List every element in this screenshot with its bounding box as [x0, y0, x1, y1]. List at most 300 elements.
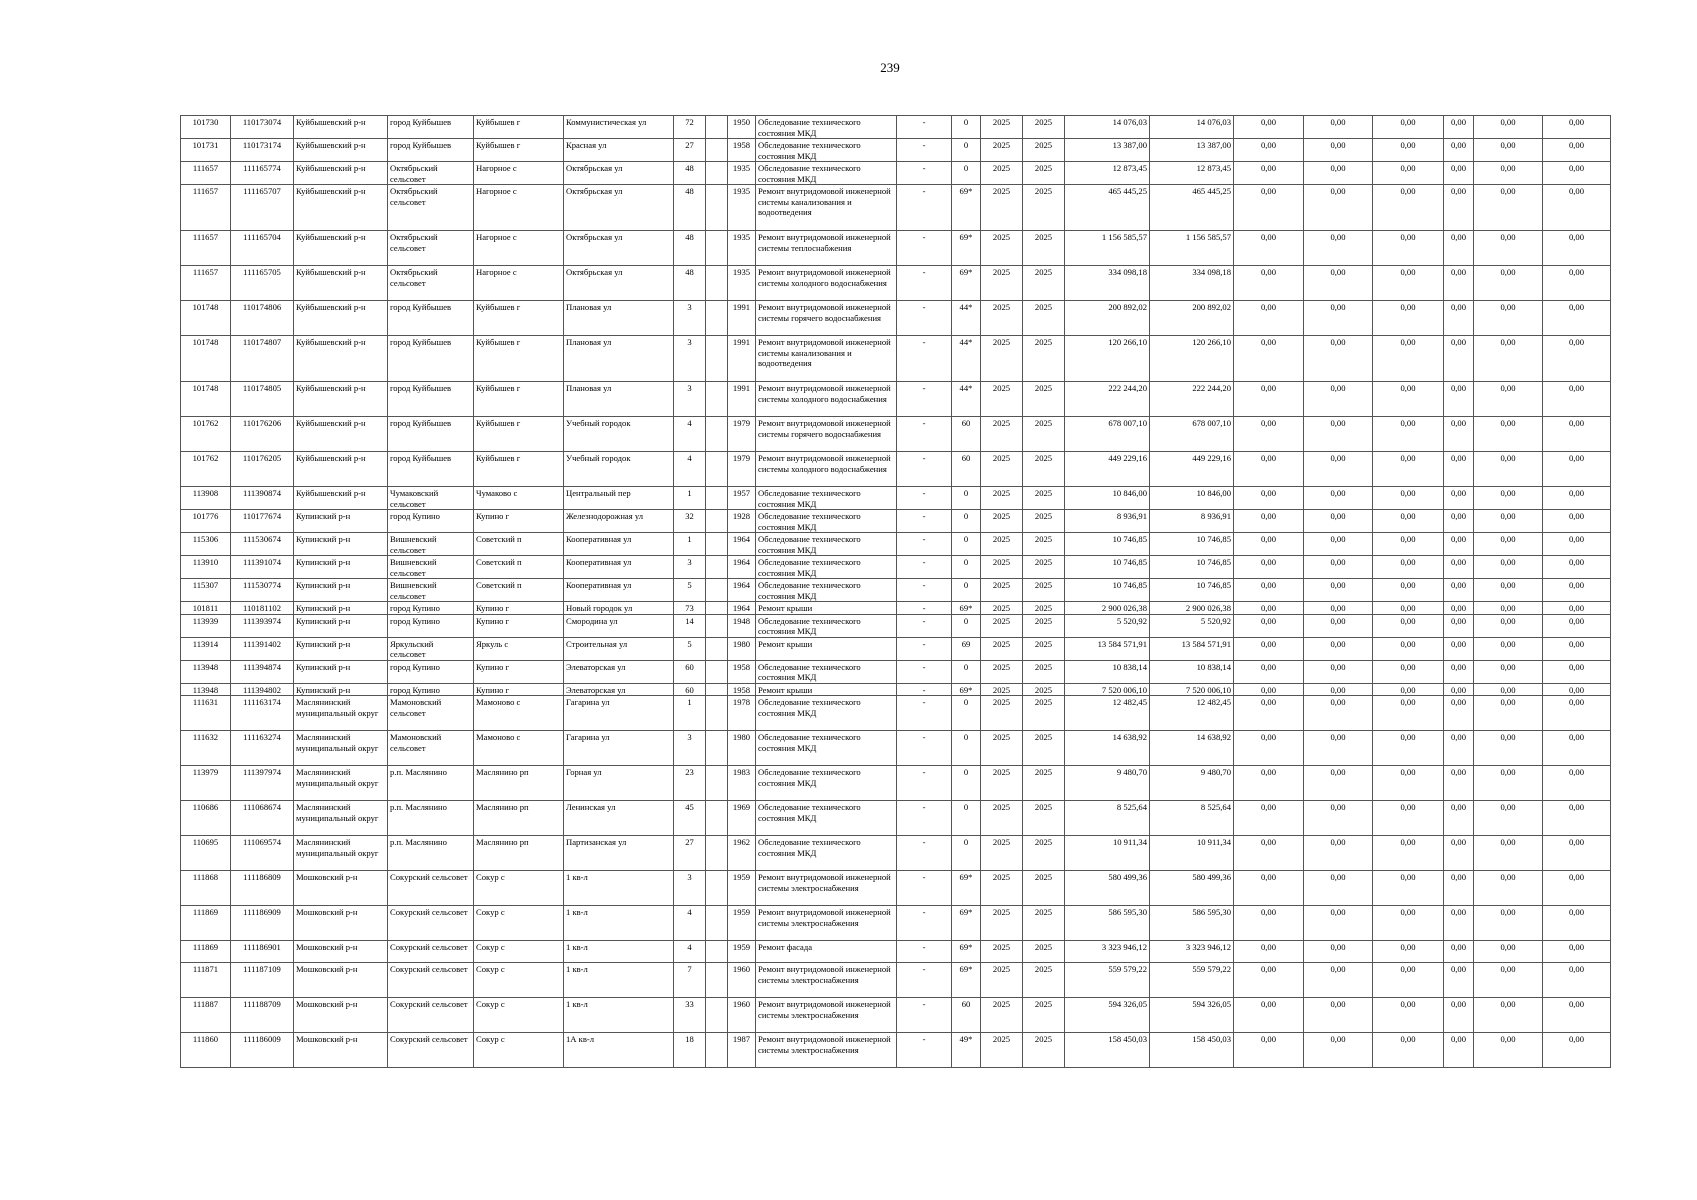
cell-district: Купинский р-н [294, 614, 388, 637]
cell-house-number: 1 [674, 696, 706, 731]
cell-street: 1 кв-л [564, 906, 674, 941]
cell-wear-percent: 44* [952, 382, 981, 417]
cell-building [706, 116, 728, 139]
cell-budget-regional: 0,00 [1304, 556, 1373, 579]
cell-other-funds: 0,00 [1474, 660, 1543, 683]
cell-work-type: Обследование технического состояния МКД [756, 533, 897, 556]
cell-work-id: 111165774 [231, 162, 294, 185]
cell-fund-cost: 3 323 946,12 [1150, 941, 1234, 963]
cell-year-built: 1935 [728, 162, 756, 185]
cell-municipality: р.п. Маслянино [388, 836, 474, 871]
cell-building [706, 660, 728, 683]
cell-budget-federal: 0,00 [1234, 185, 1304, 231]
cell-other-funds: 0,00 [1474, 871, 1543, 906]
cell-budget-local: 0,00 [1373, 766, 1444, 801]
cell-year-start: 2025 [981, 185, 1023, 231]
cell-street: 1А кв-л [564, 1033, 674, 1068]
cell-reserve: 0,00 [1543, 301, 1611, 336]
cell-budget-local: 0,00 [1373, 556, 1444, 579]
cell-other-funds: 0,00 [1474, 963, 1543, 998]
cell-year-end: 2025 [1023, 266, 1065, 301]
cell-budget-federal: 0,00 [1234, 533, 1304, 556]
cell-empty: - [897, 696, 952, 731]
cell-fund-cost: 465 445,25 [1150, 185, 1234, 231]
cell-wear-percent: 44* [952, 336, 981, 382]
cell-house-id: 113910 [181, 556, 231, 579]
cell-wear-percent: 69* [952, 963, 981, 998]
cell-year-start: 2025 [981, 382, 1023, 417]
cell-total-cost: 12 873,45 [1065, 162, 1150, 185]
cell-budget-regional: 0,00 [1304, 487, 1373, 510]
cell-house-number: 60 [674, 683, 706, 696]
cell-other-funds: 0,00 [1474, 487, 1543, 510]
cell-locality: Сокур с [474, 1033, 564, 1068]
cell-year-start: 2025 [981, 696, 1023, 731]
cell-total-cost: 13 584 571,91 [1065, 637, 1150, 660]
cell-street: Учебный городок [564, 417, 674, 452]
cell-year-end: 2025 [1023, 660, 1065, 683]
cell-budget-federal: 0,00 [1234, 660, 1304, 683]
cell-budget-regional: 0,00 [1304, 533, 1373, 556]
cell-locality: Маслянино рп [474, 766, 564, 801]
cell-budget-federal: 0,00 [1234, 116, 1304, 139]
cell-total-cost: 1 156 585,57 [1065, 231, 1150, 266]
cell-street: Октябрьская ул [564, 266, 674, 301]
table-row [181, 301, 1611, 336]
cell-house-id: 101762 [181, 417, 231, 452]
cell-district: Куйбышевский р-н [294, 139, 388, 162]
cell-district: Куйбышевский р-н [294, 382, 388, 417]
cell-building [706, 1033, 728, 1068]
cell-house-number: 72 [674, 116, 706, 139]
cell-reserve: 0,00 [1543, 579, 1611, 602]
cell-work-type: Ремонт крыши [756, 602, 897, 615]
cell-fund-cost: 9 480,70 [1150, 766, 1234, 801]
cell-house-number: 5 [674, 579, 706, 602]
cell-work-type: Обследование технического состояния МКД [756, 731, 897, 766]
cell-other-funds: 0,00 [1474, 336, 1543, 382]
cell-district: Купинский р-н [294, 683, 388, 696]
cell-wear-percent: 69* [952, 266, 981, 301]
table-row [181, 116, 1611, 139]
cell-reserve: 0,00 [1543, 417, 1611, 452]
cell-total-cost: 334 098,18 [1065, 266, 1150, 301]
cell-budget-federal: 0,00 [1234, 510, 1304, 533]
table-row [181, 614, 1611, 637]
cell-building [706, 941, 728, 963]
cell-budget-federal: 0,00 [1234, 696, 1304, 731]
cell-district: Маслянинский муниципальный округ [294, 731, 388, 766]
cell-year-built: 1960 [728, 998, 756, 1033]
cell-municipality: город Купино [388, 683, 474, 696]
cell-municipality: Чумаковский сельсовет [388, 487, 474, 510]
cell-total-cost: 14 076,03 [1065, 116, 1150, 139]
cell-wear-percent: 69* [952, 231, 981, 266]
cell-year-start: 2025 [981, 731, 1023, 766]
cell-house-id: 111887 [181, 998, 231, 1033]
table-row [181, 579, 1611, 602]
cell-budget-regional: 0,00 [1304, 452, 1373, 487]
cell-budget-regional: 0,00 [1304, 941, 1373, 963]
cell-budget-federal: 0,00 [1234, 417, 1304, 452]
cell-street: Плановая ул [564, 382, 674, 417]
cell-budget-regional: 0,00 [1304, 731, 1373, 766]
cell-reserve: 0,00 [1543, 683, 1611, 696]
cell-wear-percent: 0 [952, 116, 981, 139]
table-row [181, 1033, 1611, 1068]
cell-empty: - [897, 487, 952, 510]
cell-reserve: 0,00 [1543, 266, 1611, 301]
cell-wear-percent: 60 [952, 452, 981, 487]
cell-work-id: 111163174 [231, 696, 294, 731]
table-row [181, 836, 1611, 871]
cell-district: Мошковский р-н [294, 941, 388, 963]
cell-locality: Сокур с [474, 906, 564, 941]
cell-street: Красная ул [564, 139, 674, 162]
cell-empty: - [897, 266, 952, 301]
cell-street: Горная ул [564, 766, 674, 801]
cell-year-end: 2025 [1023, 836, 1065, 871]
cell-wear-percent: 0 [952, 660, 981, 683]
table-row [181, 696, 1611, 731]
cell-locality: Сокур с [474, 998, 564, 1033]
cell-house-number: 3 [674, 382, 706, 417]
cell-reserve: 0,00 [1543, 162, 1611, 185]
cell-fund-cost: 10 746,85 [1150, 556, 1234, 579]
cell-budget-regional: 0,00 [1304, 162, 1373, 185]
cell-budget-local: 0,00 [1373, 696, 1444, 731]
cell-street: Гагарина ул [564, 696, 674, 731]
cell-total-cost: 7 520 006,10 [1065, 683, 1150, 696]
cell-other-funds: 0,00 [1474, 941, 1543, 963]
cell-owners-funds: 0,00 [1444, 266, 1474, 301]
cell-year-start: 2025 [981, 510, 1023, 533]
cell-other-funds: 0,00 [1474, 533, 1543, 556]
cell-district: Куйбышевский р-н [294, 266, 388, 301]
cell-municipality: город Купино [388, 602, 474, 615]
cell-owners-funds: 0,00 [1444, 382, 1474, 417]
table-row [181, 231, 1611, 266]
cell-fund-cost: 2 900 026,38 [1150, 602, 1234, 615]
cell-house-number: 18 [674, 1033, 706, 1068]
cell-building [706, 336, 728, 382]
cell-budget-local: 0,00 [1373, 579, 1444, 602]
cell-total-cost: 10 846,00 [1065, 487, 1150, 510]
cell-budget-local: 0,00 [1373, 336, 1444, 382]
cell-fund-cost: 1 156 585,57 [1150, 231, 1234, 266]
cell-other-funds: 0,00 [1474, 602, 1543, 615]
cell-district: Купинский р-н [294, 556, 388, 579]
cell-house-id: 111657 [181, 185, 231, 231]
cell-year-end: 2025 [1023, 801, 1065, 836]
cell-fund-cost: 120 266,10 [1150, 336, 1234, 382]
cell-work-id: 110174806 [231, 301, 294, 336]
cell-year-end: 2025 [1023, 614, 1065, 637]
cell-house-id: 113939 [181, 614, 231, 637]
cell-budget-federal: 0,00 [1234, 231, 1304, 266]
cell-budget-local: 0,00 [1373, 487, 1444, 510]
cell-budget-local: 0,00 [1373, 533, 1444, 556]
cell-budget-local: 0,00 [1373, 801, 1444, 836]
cell-fund-cost: 222 244,20 [1150, 382, 1234, 417]
cell-wear-percent: 0 [952, 731, 981, 766]
cell-house-number: 4 [674, 452, 706, 487]
cell-owners-funds: 0,00 [1444, 696, 1474, 731]
cell-locality: Нагорное с [474, 185, 564, 231]
cell-reserve: 0,00 [1543, 998, 1611, 1033]
cell-owners-funds: 0,00 [1444, 231, 1474, 266]
cell-house-number: 1 [674, 533, 706, 556]
cell-budget-regional: 0,00 [1304, 660, 1373, 683]
cell-wear-percent: 60 [952, 417, 981, 452]
cell-empty: - [897, 510, 952, 533]
cell-house-number: 3 [674, 871, 706, 906]
cell-locality: Мамоново с [474, 731, 564, 766]
cell-year-built: 1958 [728, 683, 756, 696]
cell-wear-percent: 69* [952, 941, 981, 963]
cell-owners-funds: 0,00 [1444, 998, 1474, 1033]
cell-fund-cost: 10 911,34 [1150, 836, 1234, 871]
cell-wear-percent: 0 [952, 162, 981, 185]
cell-year-start: 2025 [981, 533, 1023, 556]
cell-house-id: 101762 [181, 452, 231, 487]
cell-owners-funds: 0,00 [1444, 301, 1474, 336]
cell-year-start: 2025 [981, 266, 1023, 301]
cell-work-type: Ремонт внутридомовой инженерной системы электроснабжения [756, 906, 897, 941]
cell-owners-funds: 0,00 [1444, 510, 1474, 533]
cell-year-end: 2025 [1023, 487, 1065, 510]
cell-wear-percent: 69* [952, 185, 981, 231]
cell-year-end: 2025 [1023, 510, 1065, 533]
cell-budget-regional: 0,00 [1304, 116, 1373, 139]
cell-house-number: 4 [674, 941, 706, 963]
table-row [181, 602, 1611, 615]
cell-total-cost: 120 266,10 [1065, 336, 1150, 382]
cell-owners-funds: 0,00 [1444, 452, 1474, 487]
table-row [181, 906, 1611, 941]
cell-work-type: Ремонт крыши [756, 637, 897, 660]
cell-budget-federal: 0,00 [1234, 1033, 1304, 1068]
cell-municipality: город Купино [388, 660, 474, 683]
cell-house-id: 101811 [181, 602, 231, 615]
cell-fund-cost: 13 584 571,91 [1150, 637, 1234, 660]
cell-other-funds: 0,00 [1474, 417, 1543, 452]
cell-house-number: 27 [674, 139, 706, 162]
cell-district: Куйбышевский р-н [294, 417, 388, 452]
cell-year-start: 2025 [981, 836, 1023, 871]
cell-work-type: Обследование технического состояния МКД [756, 801, 897, 836]
cell-house-number: 33 [674, 998, 706, 1033]
cell-year-end: 2025 [1023, 231, 1065, 266]
cell-budget-federal: 0,00 [1234, 602, 1304, 615]
cell-budget-local: 0,00 [1373, 731, 1444, 766]
cell-budget-federal: 0,00 [1234, 556, 1304, 579]
cell-total-cost: 3 323 946,12 [1065, 941, 1150, 963]
cell-total-cost: 14 638,92 [1065, 731, 1150, 766]
cell-total-cost: 158 450,03 [1065, 1033, 1150, 1068]
cell-budget-local: 0,00 [1373, 510, 1444, 533]
cell-house-number: 3 [674, 336, 706, 382]
cell-year-end: 2025 [1023, 336, 1065, 382]
cell-fund-cost: 7 520 006,10 [1150, 683, 1234, 696]
cell-other-funds: 0,00 [1474, 579, 1543, 602]
cell-work-id: 111186901 [231, 941, 294, 963]
cell-year-start: 2025 [981, 871, 1023, 906]
cell-year-start: 2025 [981, 963, 1023, 998]
cell-locality: Сокур с [474, 963, 564, 998]
cell-house-number: 73 [674, 602, 706, 615]
cell-work-id: 110177674 [231, 510, 294, 533]
cell-other-funds: 0,00 [1474, 162, 1543, 185]
cell-house-id: 113948 [181, 660, 231, 683]
cell-owners-funds: 0,00 [1444, 116, 1474, 139]
cell-locality: Купино г [474, 614, 564, 637]
cell-house-id: 115307 [181, 579, 231, 602]
cell-empty: - [897, 836, 952, 871]
table-row [181, 452, 1611, 487]
cell-budget-federal: 0,00 [1234, 998, 1304, 1033]
cell-wear-percent: 69* [952, 906, 981, 941]
cell-street: Ленинская ул [564, 801, 674, 836]
table-row [181, 941, 1611, 963]
cell-house-number: 23 [674, 766, 706, 801]
cell-year-end: 2025 [1023, 1033, 1065, 1068]
cell-wear-percent: 0 [952, 614, 981, 637]
cell-building [706, 556, 728, 579]
cell-locality: Куйбышев г [474, 336, 564, 382]
cell-street: Строительная ул [564, 637, 674, 660]
cell-budget-regional: 0,00 [1304, 683, 1373, 696]
cell-wear-percent: 0 [952, 766, 981, 801]
cell-work-id: 110173174 [231, 139, 294, 162]
cell-district: Маслянинский муниципальный округ [294, 766, 388, 801]
cell-year-end: 2025 [1023, 301, 1065, 336]
cell-locality: Советский п [474, 556, 564, 579]
cell-municipality: р.п. Маслянино [388, 766, 474, 801]
cell-work-type: Обследование технического состояния МКД [756, 510, 897, 533]
cell-year-end: 2025 [1023, 871, 1065, 906]
cell-budget-regional: 0,00 [1304, 336, 1373, 382]
cell-building [706, 579, 728, 602]
cell-other-funds: 0,00 [1474, 836, 1543, 871]
cell-district: Купинский р-н [294, 579, 388, 602]
cell-work-type: Обследование технического состояния МКД [756, 579, 897, 602]
table-row [181, 139, 1611, 162]
cell-work-id: 111187109 [231, 963, 294, 998]
cell-budget-local: 0,00 [1373, 637, 1444, 660]
cell-district: Куйбышевский р-н [294, 452, 388, 487]
cell-house-id: 111632 [181, 731, 231, 766]
cell-locality: Чумаково с [474, 487, 564, 510]
cell-empty: - [897, 683, 952, 696]
table-row [181, 266, 1611, 301]
cell-owners-funds: 0,00 [1444, 766, 1474, 801]
cell-locality: Нагорное с [474, 266, 564, 301]
cell-work-id: 110174807 [231, 336, 294, 382]
cell-district: Мошковский р-н [294, 871, 388, 906]
cell-house-number: 3 [674, 301, 706, 336]
cell-reserve: 0,00 [1543, 556, 1611, 579]
cell-district: Купинский р-н [294, 660, 388, 683]
cell-wear-percent: 69 [952, 637, 981, 660]
cell-municipality: город Куйбышев [388, 301, 474, 336]
cell-other-funds: 0,00 [1474, 801, 1543, 836]
cell-empty: - [897, 766, 952, 801]
cell-district: Маслянинский муниципальный округ [294, 836, 388, 871]
cell-fund-cost: 10 746,85 [1150, 579, 1234, 602]
cell-district: Мошковский р-н [294, 1033, 388, 1068]
cell-budget-regional: 0,00 [1304, 614, 1373, 637]
cell-district: Маслянинский муниципальный округ [294, 696, 388, 731]
cell-reserve: 0,00 [1543, 660, 1611, 683]
cell-house-id: 111657 [181, 162, 231, 185]
cell-reserve: 0,00 [1543, 941, 1611, 963]
cell-year-end: 2025 [1023, 556, 1065, 579]
cell-other-funds: 0,00 [1474, 382, 1543, 417]
cell-locality: Куйбышев г [474, 382, 564, 417]
cell-building [706, 906, 728, 941]
cell-fund-cost: 8 525,64 [1150, 801, 1234, 836]
cell-house-number: 48 [674, 231, 706, 266]
cell-street: Кооперативная ул [564, 556, 674, 579]
cell-reserve: 0,00 [1543, 336, 1611, 382]
cell-year-built: 1979 [728, 452, 756, 487]
table-row [181, 963, 1611, 998]
cell-locality: Нагорное с [474, 231, 564, 266]
cell-budget-local: 0,00 [1373, 452, 1444, 487]
cell-total-cost: 12 482,45 [1065, 696, 1150, 731]
cell-reserve: 0,00 [1543, 1033, 1611, 1068]
cell-reserve: 0,00 [1543, 139, 1611, 162]
cell-municipality: Сокурский сельсовет [388, 941, 474, 963]
cell-year-start: 2025 [981, 683, 1023, 696]
cell-empty: - [897, 801, 952, 836]
cell-owners-funds: 0,00 [1444, 487, 1474, 510]
cell-year-built: 1958 [728, 660, 756, 683]
cell-budget-federal: 0,00 [1234, 614, 1304, 637]
table-row [181, 162, 1611, 185]
cell-street: Кооперативная ул [564, 579, 674, 602]
cell-reserve: 0,00 [1543, 231, 1611, 266]
cell-empty: - [897, 556, 952, 579]
cell-building [706, 963, 728, 998]
cell-total-cost: 449 229,16 [1065, 452, 1150, 487]
cell-work-type: Ремонт фасада [756, 941, 897, 963]
cell-house-id: 111657 [181, 266, 231, 301]
cell-work-id: 111397974 [231, 766, 294, 801]
cell-budget-local: 0,00 [1373, 906, 1444, 941]
cell-empty: - [897, 417, 952, 452]
cell-budget-federal: 0,00 [1234, 941, 1304, 963]
cell-year-end: 2025 [1023, 963, 1065, 998]
cell-municipality: город Куйбышев [388, 139, 474, 162]
cell-owners-funds: 0,00 [1444, 836, 1474, 871]
cell-locality: Сокур с [474, 871, 564, 906]
cell-work-type: Обследование технического состояния МКД [756, 162, 897, 185]
cell-owners-funds: 0,00 [1444, 139, 1474, 162]
cell-building [706, 766, 728, 801]
cell-year-start: 2025 [981, 417, 1023, 452]
cell-house-number: 48 [674, 185, 706, 231]
cell-municipality: Вишневский сельсовет [388, 579, 474, 602]
cell-year-end: 2025 [1023, 382, 1065, 417]
cell-empty: - [897, 1033, 952, 1068]
cell-work-type: Ремонт внутридомовой инженерной системы теплоснабжения [756, 231, 897, 266]
cell-total-cost: 9 480,70 [1065, 766, 1150, 801]
cell-reserve: 0,00 [1543, 637, 1611, 660]
cell-year-built: 1964 [728, 579, 756, 602]
cell-fund-cost: 559 579,22 [1150, 963, 1234, 998]
